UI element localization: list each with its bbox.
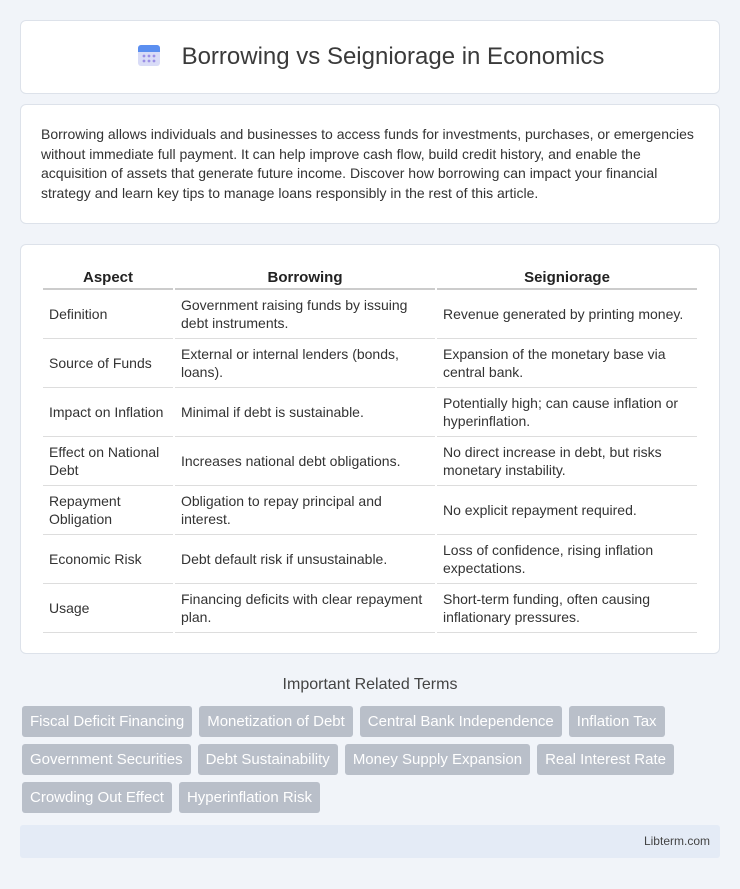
related-term-tag[interactable]: Government Securities xyxy=(22,744,191,775)
related-terms-title: Important Related Terms xyxy=(282,676,458,693)
table-row xyxy=(43,535,697,584)
cell-borrowing: Debt default risk if unsustainable. xyxy=(175,535,435,584)
table-row xyxy=(43,437,697,486)
related-term-tag[interactable]: Monetization of Debt xyxy=(199,706,353,737)
cell-aspect: Definition xyxy=(43,290,173,339)
cell-seigniorage: Potentially high; can cause inflation or hyperinflation. xyxy=(437,388,697,437)
cell-borrowing: External or internal lenders (bonds, loans). xyxy=(175,339,435,388)
cell-borrowing: Government raising funds by issuing debt instruments. xyxy=(175,290,435,339)
cell-aspect: Effect on National Debt xyxy=(43,437,173,486)
table-row xyxy=(43,388,697,437)
calendar-icon xyxy=(136,42,162,73)
intro-text: Borrowing allows individuals and businesses to access funds for investments, purchases, or emergencies without immediate full payment. It can help improve cash flow, build credit history, and enable the acquisition of assets that generate future income. Discover how borrowing can impact your financial strategy and learn key tips to manage loans responsibly in the rest of this article. xyxy=(41,126,694,201)
related-term-tag[interactable]: Real Interest Rate xyxy=(537,744,674,775)
header-borrowing: Borrowing xyxy=(175,265,435,290)
cell-borrowing: Minimal if debt is sustainable. xyxy=(175,388,435,437)
table-row xyxy=(43,486,697,535)
cell-seigniorage: Expansion of the monetary base via central bank. xyxy=(437,339,697,388)
footer-site-link[interactable]: Libterm.com xyxy=(643,834,710,848)
related-term-tag[interactable]: Money Supply Expansion xyxy=(345,744,530,775)
cell-borrowing: Increases national debt obligations. xyxy=(175,437,435,486)
related-term-tag[interactable]: Inflation Tax xyxy=(569,706,665,737)
table-row xyxy=(43,584,697,633)
related-term-tag[interactable]: Hyperinflation Risk xyxy=(179,782,320,813)
table-row xyxy=(43,339,697,388)
cell-seigniorage: Revenue generated by printing money. xyxy=(437,290,697,339)
cell-aspect: Impact on Inflation xyxy=(43,388,173,437)
related-term-tag[interactable]: Crowding Out Effect xyxy=(22,782,172,813)
related-term-tag[interactable]: Central Bank Independence xyxy=(360,706,562,737)
cell-aspect: Usage xyxy=(43,584,173,633)
comparison-table-card xyxy=(20,244,720,654)
cell-aspect: Repayment Obligation xyxy=(43,486,173,535)
cell-seigniorage: No explicit repayment required. xyxy=(437,486,697,535)
table-row xyxy=(43,290,697,339)
comparison-table xyxy=(41,265,699,633)
intro-card xyxy=(20,104,720,224)
table-header-row xyxy=(43,265,697,290)
cell-seigniorage: Short-term funding, often causing inflationary pressures. xyxy=(437,584,697,633)
cell-seigniorage: No direct increase in debt, but risks monetary instability. xyxy=(437,437,697,486)
page-title: Borrowing vs Seigniorage in Economics xyxy=(181,43,605,70)
related-term-tag[interactable]: Debt Sustainability xyxy=(198,744,338,775)
header-seigniorage: Seigniorage xyxy=(437,265,697,290)
cell-borrowing: Obligation to repay principal and interest. xyxy=(175,486,435,535)
header-aspect: Aspect xyxy=(43,265,173,290)
footer xyxy=(20,825,720,858)
related-terms-list xyxy=(22,706,722,813)
header-card xyxy=(20,20,720,94)
related-term-tag[interactable]: Fiscal Deficit Financing xyxy=(22,706,192,737)
cell-aspect: Economic Risk xyxy=(43,535,173,584)
cell-seigniorage: Loss of confidence, rising inflation expectations. xyxy=(437,535,697,584)
cell-aspect: Source of Funds xyxy=(43,339,173,388)
cell-borrowing: Financing deficits with clear repayment plan. xyxy=(175,584,435,633)
